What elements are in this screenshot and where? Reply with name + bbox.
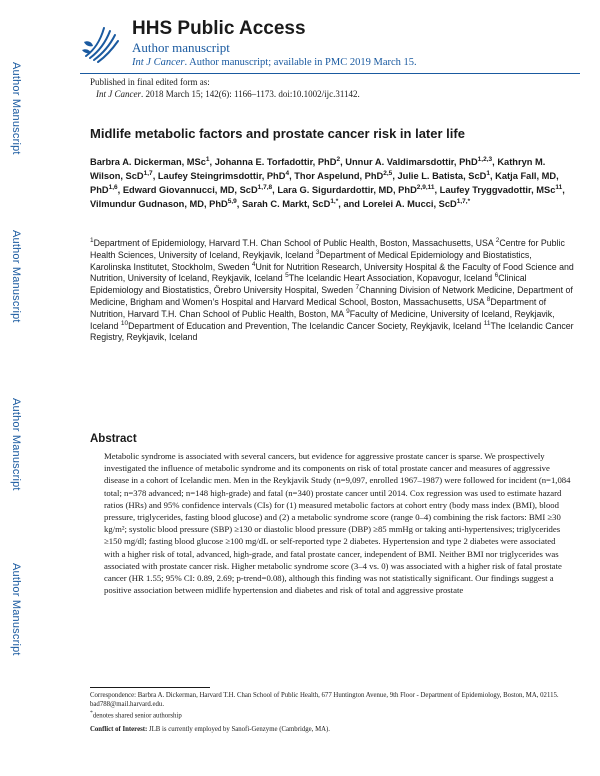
author-name: Unnur A. Valdimarsdottir, PhD bbox=[345, 157, 478, 167]
affiliation-item bbox=[90, 238, 493, 248]
affiliation-text: Department of Epidemiology, Harvard T.H. Chan School of Public Health, Boston, Massachusetts, USA bbox=[93, 238, 494, 248]
author-affiliation-marker: 5,9 bbox=[227, 197, 237, 205]
hhs-eagle-logo-icon bbox=[80, 20, 122, 66]
author-name: Edward Giovannucci, MD, ScD bbox=[122, 185, 258, 195]
author-affiliation-marker: 11 bbox=[555, 183, 563, 191]
author-name: Lara G. Sigurdardottir, MD, PhD bbox=[277, 185, 417, 195]
affiliation-number: 8 bbox=[486, 296, 491, 304]
affiliation-text: Faculty of Medicine, University of Iceland, Reykjavik, Iceland bbox=[90, 308, 555, 331]
header-divider bbox=[80, 73, 580, 74]
author-name: Vilmundur Gudnason, MD, PhD bbox=[90, 199, 228, 209]
author-name: Thor Aspelund, PhD bbox=[294, 171, 384, 181]
author-affiliation-marker: 1,7,* bbox=[456, 197, 471, 205]
author-name: Lorelei A. Mucci, ScD bbox=[362, 199, 457, 209]
author-affiliation-marker: 1,7 bbox=[143, 169, 153, 177]
affiliation-number: 2 bbox=[495, 237, 500, 245]
citation-details: . 2018 March 15; 142(6): 1166–1173. doi:10.1002/ijc.31142. bbox=[141, 89, 360, 99]
author-affiliation-marker: 2,9,11 bbox=[416, 183, 435, 191]
affiliation-text: Department of Medical Epidemiology and Biostatistics, Karolinska Institutet, Stockholm, Sweden bbox=[90, 249, 532, 272]
citation-journal: Int J Cancer bbox=[96, 89, 141, 99]
author-name: Sarah C. Markt, ScD bbox=[241, 199, 331, 209]
affiliation-text: Department of Nutrition, Harvard T.H. Chan School of Public Health, Boston, MA bbox=[90, 296, 547, 319]
affiliation-number: 1 bbox=[90, 237, 94, 245]
affiliation-number: 7 bbox=[355, 284, 360, 292]
author-affiliation-marker: 1,6 bbox=[108, 183, 118, 191]
author-name: Barbra A. Dickerman, MSc bbox=[90, 157, 206, 167]
author-name: Laufey Steingrimsdottir, PhD bbox=[157, 171, 286, 181]
affiliation-text: Clinical Epidemiology and Biostatistics, Örebro University Hospital, Sweden bbox=[90, 273, 527, 296]
side-label-author-manuscript: Author Manuscript bbox=[10, 563, 22, 656]
availability-line bbox=[132, 56, 417, 70]
paper-title: Midlife metabolic factors and prostate cancer risk in later life bbox=[90, 126, 465, 141]
author-affiliation-marker: 2 bbox=[336, 155, 341, 163]
author-affiliation-marker: 4 bbox=[285, 169, 290, 177]
affiliation-number: 9 bbox=[346, 307, 350, 315]
affiliation-number: 3 bbox=[315, 248, 320, 256]
published-label: Published in final edited form as: bbox=[90, 77, 210, 87]
affiliation-text: Department of Education and Prevention, The Icelandic Cancer Society, Reykjavik, Iceland bbox=[128, 320, 482, 331]
footnotes bbox=[90, 691, 575, 734]
footnote-divider bbox=[90, 687, 210, 688]
citation-line bbox=[90, 88, 360, 100]
affiliation-list bbox=[90, 238, 575, 344]
affiliation-number: 5 bbox=[285, 272, 289, 280]
affiliation-number: 4 bbox=[251, 260, 256, 268]
author-affiliation-marker: 1,2,3 bbox=[477, 155, 493, 163]
availability-text: . Author manuscript; available in PMC 2019 March 15. bbox=[184, 57, 417, 68]
abstract-body: Metabolic syndrome is associated with several cancers, but evidence for aggressive prostate cancer is sparse. We prospectively investigated the influence of metabolic syndrome and its components on risk of total prostate cancer and measures of aggressive disease in a cohort of Icelandic men. Men in the Reykjavik Study (n=9,097, enrolled 1967–1987) were followed for incident (n=1,084 total; n=378 advanced; n=148 high-grade) and fatal (n=340) prostate cancer until 2014. Cox regression was used to estimate hazard ratios (HRs) and 95% confidence intervals (CIs) for (1) measured metabolic factors at cohort entry (body mass index (BMI), blood pressure, triglycerides, fasting blood glucose) and (2) a metabolic syndrome score (range 0–4) combining the risk factors: BMI ≥30 kg/m²; systolic blood pressure (SBP) ≥130 or diastolic blood pressure (DBP) ≥85 mmHg or taking anti-hypertensives; triglycerides ≥150 mg/dl; fasting blood glucose ≥100 mg/dL or self-reported type 2 diabetes. Hypertension and type 2 diabetes were associated with a higher risk of total, advanced, high-grade, and fatal prostate cancer, independent of BMI. Neither BMI nor triglycerides was associated with prostate cancer risk. Higher metabolic syndrome score (3–4 vs. 0) was associated with a higher risk of fatal prostate cancer (HR 1.55; 95% CI: 0.89, 2.69; p-trend=0.08), although this finding was not statistically significant. Our findings suggest a positive association between midlife hypertension and diabetes and risk of total and aggressive prostate bbox=[104, 451, 571, 596]
hhs-public-access-title: HHS Public Access bbox=[132, 18, 306, 39]
coi-label: Conflict of Interest: bbox=[90, 726, 148, 734]
affiliation-number: 6 bbox=[494, 272, 499, 280]
shared-mark: * bbox=[90, 710, 93, 716]
conflict-of-interest-note bbox=[90, 725, 575, 734]
affiliation-item bbox=[285, 273, 492, 283]
author-affiliation-marker: 1,7,8 bbox=[257, 183, 273, 191]
shared-authorship-note bbox=[90, 709, 575, 720]
side-label-author-manuscript: Author Manuscript bbox=[10, 398, 22, 491]
affiliation-text: Centre for Public Health Sciences, University of Iceland, Reykjavik, Iceland bbox=[90, 238, 565, 260]
affiliation-item bbox=[121, 321, 481, 331]
affiliation-number: 10 bbox=[120, 319, 129, 327]
author-affiliation-marker: 2,5 bbox=[383, 169, 393, 177]
affiliation-text: The Icelandic Heart Association, Kopavogur, Iceland bbox=[288, 273, 493, 284]
abstract-heading: Abstract bbox=[90, 433, 137, 445]
hhs-header bbox=[80, 20, 580, 74]
side-label-author-manuscript: Author Manuscript bbox=[10, 230, 22, 323]
author-name: Johanna E. Torfadottir, PhD bbox=[214, 157, 337, 167]
author-list-and: and bbox=[343, 199, 360, 209]
author-name: Julie L. Batista, ScD bbox=[397, 171, 487, 181]
author-list: Barbra A. Dickerman, MSc$^1$, Johanna E. Torfadottir, PhD$^2$, Unnur A. Valdimarsdottir, PhD$^{1,2,3}$, Kathryn M. Wilson, ScD$^{1,7}$, Laufey Steingrimsdottir, PhD$^4$, Thor Aspelund, PhD$^{2,5}$, Julie L. Batista, ScD$^1$, Katja Fall, MD, PhD$^{1,6}$, Edward Giovannucci, MD, ScD$^{1,7,8}$, Lara G. Sigurdardottir, MD, PhD$^{2,9,11}$, Laufey Tryggvadottir, MSc$^{11}$, Vilmundur Gudnason, MD, PhD$^{5,9}$, Sarah C. Markt, ScD$^{1,*}$, and Lorelei A. Mucci, ScD$^{1,7,*}$ bbox=[90, 155, 565, 209]
side-label-author-manuscript: Author Manuscript bbox=[10, 62, 22, 155]
author-affiliation-marker: 1,* bbox=[330, 197, 339, 205]
publication-info bbox=[90, 76, 360, 100]
journal-name: Int J Cancer bbox=[132, 57, 185, 68]
author-affiliation-marker: 1 bbox=[205, 155, 210, 163]
shared-text: denotes shared senior authorship bbox=[92, 712, 182, 720]
affiliation-text: Channing Division of Network Medicine, Department of Medicine, Brigham and Women’s Hospital and Harvard Medical School, Boston, Massachusetts, USA bbox=[90, 285, 573, 307]
affiliation-number: 11 bbox=[483, 319, 491, 327]
correspondence-note: Correspondence: Barbra A. Dickerman, Harvard T.H. Chan School of Public Health, 677 Huntington Avenue, 9th Floor - Department of Epidemiology, Boston, MA, 02115. bad788@mail.harvard.edu. bbox=[90, 692, 559, 708]
affiliation-text: Unit for Nutrition Research, University Hospital & the Faculty of Food Science and Nutrition, University of Iceland, Reykjavik, Iceland bbox=[90, 261, 574, 284]
affiliation-text: The Icelandic Cancer Registry, Reykjavik, Iceland bbox=[90, 320, 574, 343]
author-manuscript-subtitle: Author manuscript bbox=[132, 40, 230, 55]
author-affiliation-marker: 1 bbox=[486, 169, 490, 177]
author-name: Kathryn M. Wilson, ScD bbox=[90, 157, 546, 181]
author-name: Laufey Tryggvadottir, MSc bbox=[439, 185, 556, 195]
coi-text: JLB is currently employed by Sanofi-Genzyme (Cambridge, MA). bbox=[148, 726, 330, 734]
author-name: Katja Fall, MD, PhD bbox=[90, 171, 559, 195]
